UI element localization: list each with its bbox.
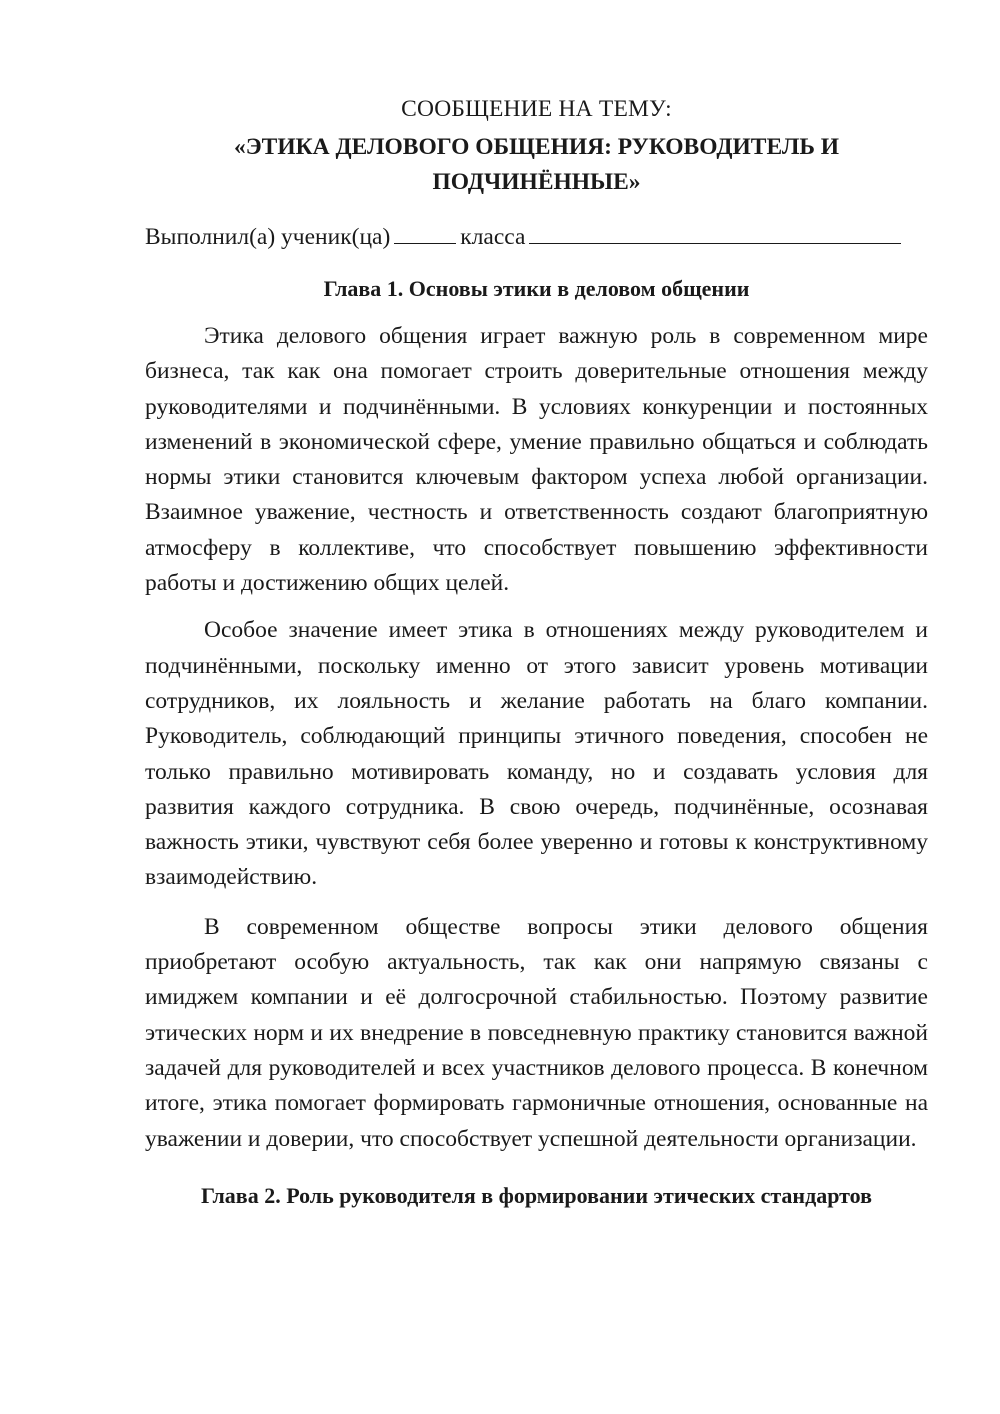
document-kicker: СООБЩЕНИЕ НА ТЕМУ: xyxy=(401,96,672,122)
byline xyxy=(145,220,928,254)
chapter-2-heading: Глава 2. Роль руководителя в формировании этических стандартов xyxy=(200,1182,873,1208)
byline-performer-label: Выполнил(а) ученик(ца) xyxy=(145,224,391,250)
chapter-1-paragraph-2: Особое значение имеет этика в отношениях между руководителем и подчинёнными, поскольку именно от этого зависит уровень мотивации сотрудников, их лояльность и желание работать на благо компании. Руководитель, соблюдающий принципы этичного поведения, способен не только правильно мотивировать команду, но и создавать условия для развития каждого сотрудника. В свою очередь, подчинённые, осознавая важность этики, чувствуют себя более уверенно и готовы к конструктивному взаимодействию. xyxy=(145,617,928,891)
class-number-blank xyxy=(394,221,456,244)
student-name-blank xyxy=(529,221,901,244)
chapter-1-heading: Глава 1. Основы этики в деловом общении xyxy=(323,276,750,301)
chapter-1-paragraph-3: В современном обществе вопросы этики делового общения приобретают особую актуальность, так как они напрямую связаны с имиджем компании и её долгосрочной стабильностью. Поэтому развитие этических норм и их внедрение в повседневную практику становится важной задачей для руководителей и всех участников делового процесса. В конечном итоге, этика помогает формировать гармоничные отношения, основанные на уважении и доверии, что способствует успешной деятельности организации. xyxy=(145,913,928,1152)
document-body xyxy=(145,92,928,1212)
byline-class-label: класса xyxy=(460,224,526,250)
chapter-1-paragraph-1: Этика делового общения играет важную роль в современном мире бизнеса, так как она помогает строить доверительные отношения между руководителями и подчинёнными. В условиях конкуренции и постоянных изменений в экономической сфере, умение правильно общаться и соблюдать нормы этики становится ключевым фактором успеха любой организации. Взаимное уважение, честность и ответственность создают благоприятную атмосферу в коллективе, что способствует повышению эффективности работы и достижению общих целей. xyxy=(145,323,928,597)
document-title: «ЭТИКА ДЕЛОВОГО ОБЩЕНИЯ: РУКОВОДИТЕЛЬ И ПОДЧИНЁННЫЕ» xyxy=(233,134,840,195)
